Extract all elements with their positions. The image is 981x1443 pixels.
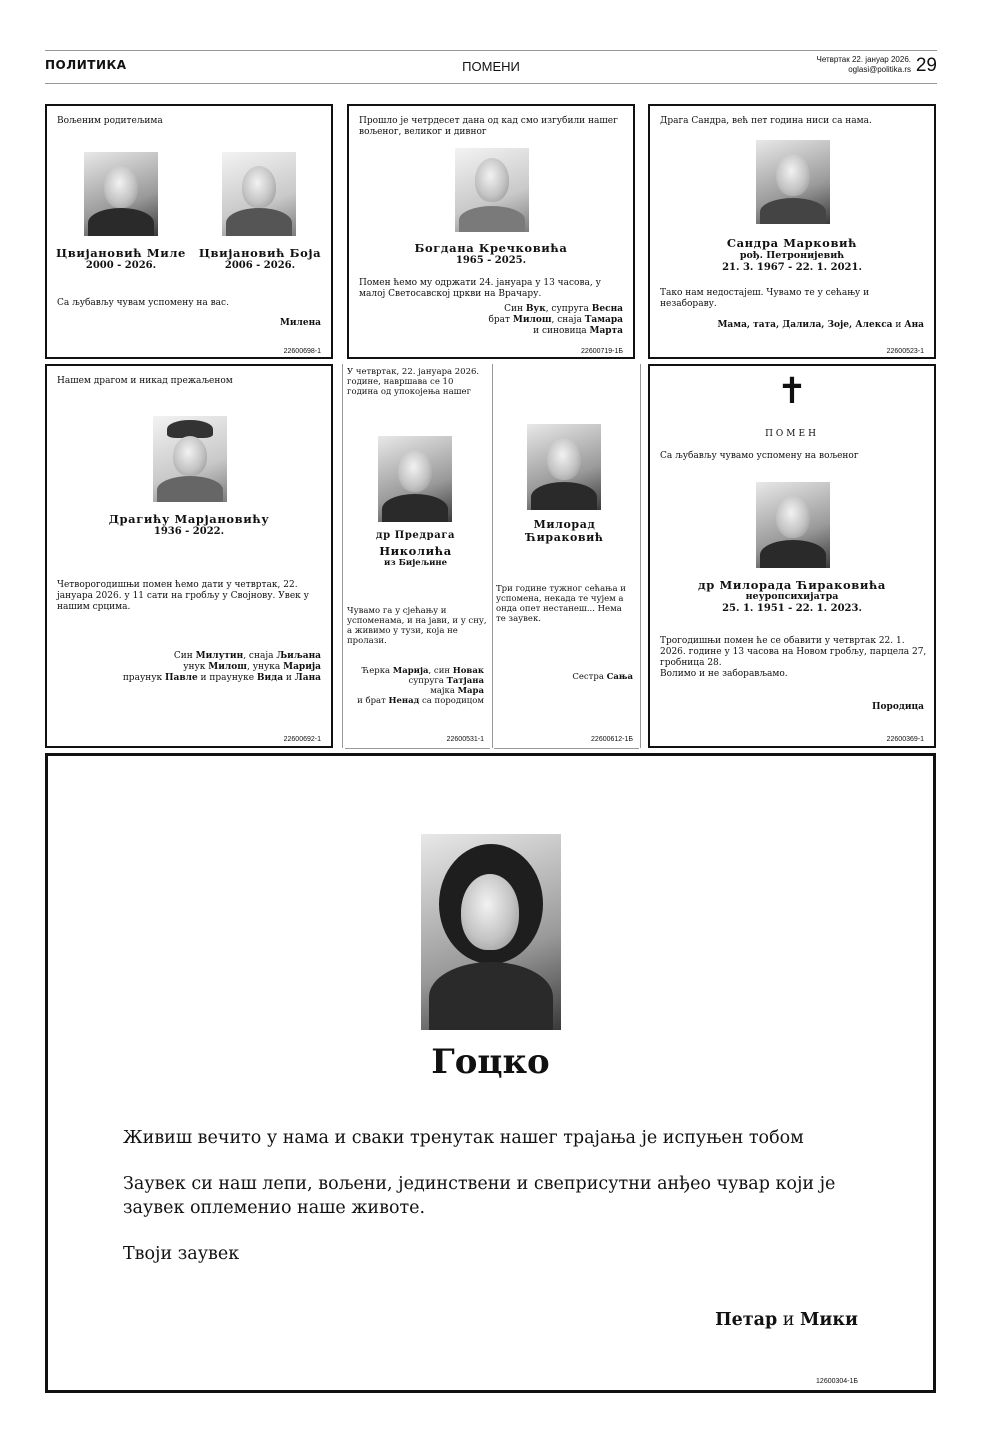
signature: Сестра Сања	[572, 672, 633, 682]
intro-text: Са љубављу чувамо успомену на вољеног	[660, 451, 859, 461]
portrait-photo	[421, 834, 561, 1030]
life-dates: 21. 3. 1967 - 22. 1. 2021.	[722, 262, 862, 273]
orthodox-cross-icon: ✝	[776, 371, 808, 412]
deceased-name-2: Цвијановић Боја	[198, 246, 322, 260]
issue-date: Четвртак 22. јануар 2026.	[816, 55, 911, 64]
deceased-name: Сандра Марковић	[726, 236, 858, 250]
ad-code: 22600523-1	[886, 348, 924, 355]
life-dates: 25. 1. 1951 - 22. 1. 2023.	[722, 603, 862, 614]
portrait-photo	[756, 482, 830, 568]
intro-text: Прошло је четрдесет дана од кад смо изгубили нашег вољеног, великог и дивног	[359, 116, 618, 137]
ad-code: 22600369-1	[886, 736, 924, 743]
remembrance-text: Три године тужног сећања и успомена, некада те чујем а онда опет нестанеш... Нема те заувек.	[496, 584, 626, 624]
obituary-nikolic	[345, 364, 490, 749]
portrait-photo	[756, 140, 830, 224]
column-divider-right	[640, 364, 641, 748]
page-header	[45, 50, 937, 84]
signature: Мама, тата, Далила, Зоје, Алекса и Ана	[717, 320, 924, 330]
maiden-name: рођ. Петронијевић	[739, 250, 845, 261]
section-title: ПОМЕНИ	[462, 59, 520, 74]
obituary-marjanovic	[45, 364, 333, 748]
dedication-line-1: Живиш вечито у нама и сваки тренутак нашег трајања је испуњен тобом	[123, 1128, 804, 1148]
portrait-photo	[527, 424, 601, 510]
remembrance-text: Са љубављу чувам успомену на вас.	[57, 298, 229, 308]
newspaper-logo: ПОЛИТИКА	[45, 58, 127, 72]
ad-code: 22600531-1	[446, 736, 484, 743]
life-dates: 1965 - 2025.	[455, 255, 527, 266]
obituary-cirakovic-sister	[494, 364, 639, 749]
portrait-photo	[153, 416, 227, 502]
contact-email[interactable]: oglasi@politika.rs	[848, 65, 911, 74]
ad-code: 22600612-1Б	[591, 736, 633, 743]
origin-place: из Бијељине	[383, 558, 448, 568]
life-dates: 1936 - 2022.	[153, 526, 225, 537]
obituary-cvijanovic	[45, 104, 333, 359]
header-date-info	[817, 55, 912, 75]
obituary-gocko	[45, 753, 936, 1393]
remembrance-text: Тако нам недостајеш. Чувамо те у сећању и незабораву.	[660, 288, 870, 309]
deceased-name: др Милорада Ћираковића	[698, 578, 886, 592]
dedication-line-3: Твоји заувек	[123, 1244, 240, 1264]
ad-code: 22600719-1Б	[581, 348, 623, 355]
deceased-name: Милорад Ћираковић	[525, 518, 604, 544]
obituary-cirakovic-memorial	[648, 364, 936, 748]
portrait-photo-boja	[222, 152, 296, 236]
intro-text: Драга Сандра, већ пет година ниси са нама.	[660, 116, 872, 126]
memorial-text: Четворогодишњи помен ћемо дати у четвртак, 22. јануара 2026. у 11 сати на гробљу у Својнову. Увек у нашим срцима.	[57, 580, 309, 612]
deceased-name: Драгићу Марјановићу	[108, 512, 270, 526]
signature: Милена	[279, 318, 321, 328]
life-dates-2: 2006 - 2026.	[224, 260, 296, 271]
portrait-photo	[455, 148, 529, 232]
intro-text: Вољеним родитељима	[57, 116, 163, 126]
portrait-photo	[378, 436, 452, 522]
signature: Породица	[872, 702, 924, 712]
intro-text: У четвртак, 22. јануара 2026. године, навршава се 10 година од упокојења нашег	[347, 367, 480, 397]
ad-code: 22600698-1	[283, 348, 321, 355]
deceased-name-1: Цвијановић Миле	[56, 246, 186, 260]
memorial-text: Трогодишњи помен ће се обавити у четвртак 22. 1. 2026. године у 13 часова на Новом гробљу, парцела 27, гробница 28.	[660, 636, 927, 668]
obituary-krechkovic	[347, 104, 635, 359]
page-number: 29	[915, 55, 937, 76]
signature: Син Вук, супруга Весна брат Милош, снаја Тамара и синовица Марта	[488, 304, 623, 336]
remembrance-text: Чувамо га у сјећању и успоменама, и на јави, и у сну, а живимо у тузи, која не пролази.	[347, 606, 487, 646]
signature: Петар и Мики	[715, 1310, 858, 1330]
life-dates-1: 2000 - 2026.	[85, 260, 157, 271]
portrait-photo-mile	[84, 152, 158, 236]
ad-code: 12600304-1Б	[816, 1378, 858, 1385]
obituary-markovic	[648, 104, 936, 359]
closing-text: Волимо и не заборављамо.	[660, 669, 788, 679]
dedication-line-2: Заувек си наш лепи, вољени, јединствени и свеприсутни анђео чувар који је заувек оплеменио наше животе.	[123, 1174, 836, 1218]
deceased-name: Гоцко	[431, 1042, 550, 1082]
deceased-name: Николића	[379, 544, 452, 558]
ad-code: 22600692-1	[283, 736, 321, 743]
signature: Син Милутин, снаја Љиљана унук Милош, унука Марија праунук Павле и праунуке Вида и Лана	[122, 651, 321, 683]
memorial-title: ПОМЕН	[765, 429, 819, 439]
profession: неуропсихијатра	[745, 591, 839, 602]
column-divider-left	[342, 364, 343, 748]
deceased-name: Богдана Кречковића	[414, 241, 568, 255]
memorial-text: Помен ћемо му одржати 24. јануара у 13 часова, у малој Светосавској цркви на Врачару.	[359, 278, 601, 299]
academic-title: др Предрага	[375, 530, 456, 541]
signature: Ћерка Марија, син Новак супруга Татјана мајка Мара и брат Ненад са породицом	[357, 666, 484, 706]
intro-text: Нашем драгом и никад прежаљеном	[57, 376, 233, 386]
column-divider-middle	[492, 364, 493, 748]
